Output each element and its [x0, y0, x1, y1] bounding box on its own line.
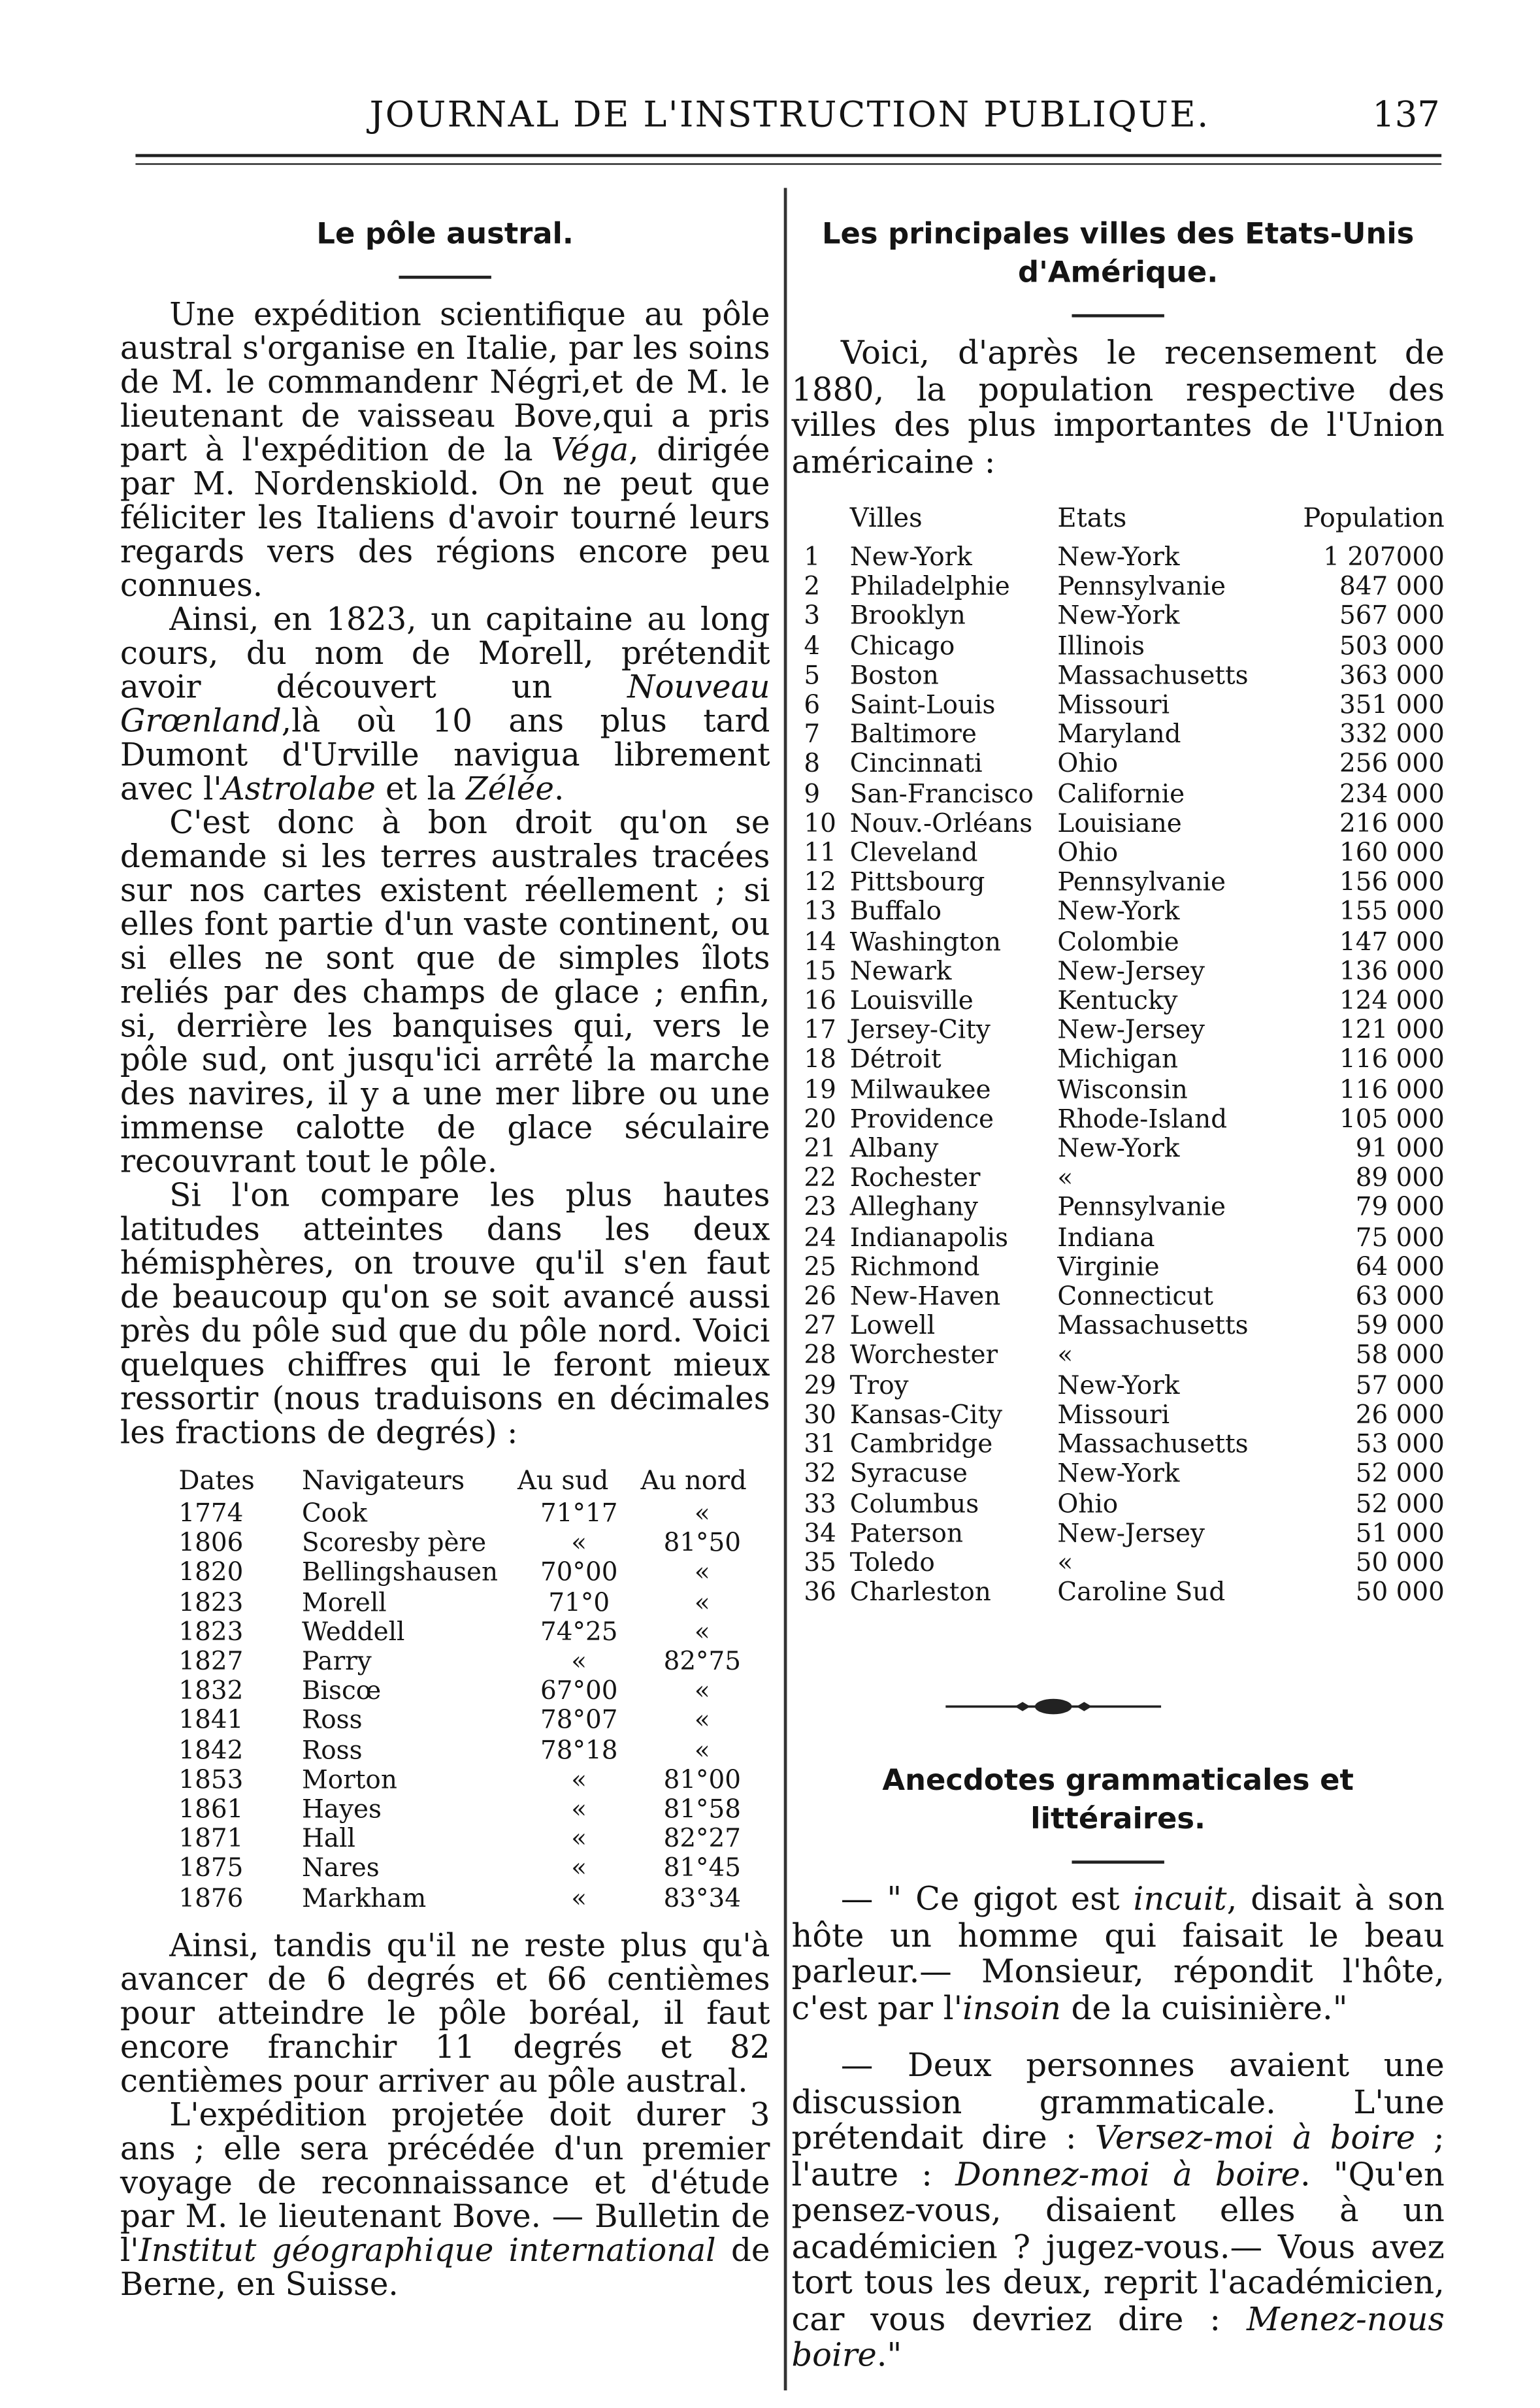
table-cell: 1871	[178, 1824, 244, 1854]
table-row	[804, 1341, 1445, 1370]
right-column	[791, 216, 1444, 2375]
table-cell: New-York	[1057, 1133, 1180, 1163]
table-cell: «	[694, 1617, 710, 1647]
table-cell: 1853	[178, 1764, 244, 1794]
table-cell: New-York	[849, 542, 972, 572]
table-cell: Chicago	[849, 631, 955, 661]
table-row	[178, 1883, 764, 1913]
article-title-villes: Les principales villes des Etats-Unis d'Amérique.	[822, 217, 1415, 290]
title-rule	[1072, 314, 1164, 318]
table-cell: Buffalo	[849, 897, 942, 927]
table-row	[804, 1518, 1445, 1547]
table-row	[178, 1794, 764, 1824]
table-cell: 1842	[178, 1735, 244, 1765]
table-cell: 11	[804, 838, 836, 868]
table-cell: Albany	[849, 1133, 939, 1163]
table-cell: Ohio	[1057, 838, 1119, 868]
table-cell: New-York	[1057, 1459, 1180, 1489]
table-cell: «	[694, 1498, 710, 1528]
table-row	[804, 1163, 1445, 1193]
table-cell: «	[694, 1557, 710, 1587]
table-cell: 58 000	[1355, 1340, 1445, 1370]
table-row	[804, 1400, 1445, 1429]
table-cell: 63 000	[1355, 1281, 1445, 1311]
table-cell: 35	[804, 1547, 836, 1577]
table-row	[178, 1765, 764, 1794]
article-title-pole-austral: Le pôle austral.	[316, 217, 574, 252]
table-cell: 332 000	[1339, 719, 1445, 750]
table-cell: Toledo	[849, 1547, 935, 1577]
table-row	[804, 927, 1445, 956]
table-row	[804, 631, 1445, 660]
table-cell: «	[571, 1883, 587, 1913]
table-cell: Cleveland	[849, 838, 978, 868]
table-cell: Philadelphie	[849, 571, 1010, 601]
table-cell: Cook	[301, 1498, 368, 1528]
table-cell: 503 000	[1339, 631, 1445, 661]
table-row	[804, 1015, 1445, 1045]
cities-table	[804, 496, 1445, 1607]
table-cell: 81°00	[663, 1764, 742, 1794]
table-cell: Louisiane	[1057, 808, 1182, 838]
paragraph: C'est donc à bon droit qu'on se demande si les terres australes tracées sur nos cartes existent réellement ; si elles font partie d'un vaste continent, ou si elles ne sont que de simples îlots reliés par des champs de glace ; enfin, si, derrière les banquises qui, vers le pôle sud, ont jusqu'ici arrêté la marche des navires, il y a une mer libre ou une immense calotte de glace séculaire recouvrant tout le pôle.	[120, 804, 770, 1180]
table-header-row	[178, 1465, 764, 1499]
table-cell: New-York	[1057, 1370, 1180, 1400]
table-cell: Ross	[301, 1706, 363, 1735]
column-header: Dates	[178, 1466, 255, 1498]
table-cell: 26	[804, 1281, 836, 1311]
table-cell: 31	[804, 1429, 836, 1459]
table-row	[178, 1676, 764, 1706]
table-cell: Détroit	[849, 1045, 942, 1074]
table-cell: 1875	[178, 1853, 244, 1883]
table-cell: 36	[804, 1577, 836, 1607]
table-cell: Charleston	[849, 1577, 991, 1607]
table-cell: 8	[804, 749, 821, 779]
table-cell: 18	[804, 1045, 836, 1074]
table-row	[804, 1045, 1445, 1074]
table-cell: 147 000	[1339, 927, 1445, 956]
table-cell: «	[571, 1646, 587, 1676]
table-cell: 105 000	[1339, 1104, 1445, 1134]
table-cell: Boston	[849, 660, 939, 690]
table-cell: «	[571, 1528, 587, 1558]
table-cell: 83°34	[663, 1883, 742, 1913]
table-cell: 1827	[178, 1646, 244, 1676]
table-cell: Pittsbourg	[849, 867, 985, 897]
table-row	[178, 1617, 764, 1646]
table-cell: 52 000	[1355, 1489, 1445, 1518]
table-cell: Caroline Sud	[1057, 1577, 1226, 1607]
paragraph: L'expédition projetée doit durer 3 ans ; elle sera précédée d'un premier voyage de reconnaissance et d'étude par M. le lieutenant Bove. — Bulletin de l'Institut géographique international de Berne, en Suisse.	[120, 2096, 770, 2303]
table-cell: 19	[804, 1074, 836, 1104]
table-row	[804, 1104, 1445, 1134]
table-cell: 29	[804, 1370, 836, 1400]
table-row	[804, 779, 1445, 808]
table-cell: 567 000	[1339, 601, 1445, 631]
table-cell: Connecticut	[1057, 1281, 1214, 1311]
table-row	[804, 1430, 1445, 1459]
table-row	[804, 661, 1445, 690]
table-cell: Pennsylvanie	[1057, 571, 1226, 601]
table-cell: Newark	[849, 956, 952, 986]
table-cell: «	[571, 1824, 587, 1854]
table-cell: Cambridge	[849, 1429, 993, 1459]
table-cell: Brooklyn	[849, 601, 966, 631]
table-cell: Saint-Louis	[849, 689, 996, 719]
table-row	[804, 1223, 1445, 1252]
navigators-table-body	[178, 1498, 764, 1913]
table-cell: 1823	[178, 1617, 244, 1647]
table-cell: «	[694, 1675, 710, 1706]
paragraph: Ainsi, en 1823, un capitaine au long cours, du nom de Morell, prétendit avoir découvert un Nouveau Grœnland,là où 10 ans plus tard Dumont d'Urville navigua librement avec l'Astrolabe et la Zélée.	[120, 601, 770, 808]
table-cell: Colombie	[1057, 927, 1179, 956]
table-cell: 10	[804, 808, 836, 838]
table-cell: Illinois	[1057, 631, 1145, 661]
table-row	[804, 1370, 1445, 1400]
table-row	[804, 1252, 1445, 1281]
table-cell: 91 000	[1355, 1133, 1445, 1163]
table-cell: Nouv.-Orléans	[849, 808, 1033, 838]
table-cell: Indianapolis	[849, 1222, 1009, 1252]
table-cell: Missouri	[1057, 689, 1170, 719]
table-row	[804, 601, 1445, 631]
table-cell: Morton	[301, 1764, 397, 1794]
table-cell: 34	[804, 1518, 836, 1548]
cities-table-body	[804, 542, 1445, 1607]
table-cell: 1 207000	[1323, 542, 1445, 572]
table-cell: Virginie	[1057, 1251, 1160, 1281]
column-divider	[784, 188, 787, 2391]
table-row	[804, 572, 1445, 601]
table-cell: 256 000	[1339, 749, 1445, 779]
table-cell: 7	[804, 719, 821, 750]
table-cell: Missouri	[1057, 1400, 1170, 1430]
table-cell: 51 000	[1355, 1518, 1445, 1548]
title-rule	[399, 276, 491, 279]
table-cell: 351 000	[1339, 689, 1445, 719]
table-cell: 20	[804, 1104, 836, 1134]
table-cell: 121 000	[1339, 1015, 1445, 1045]
table-cell: New-Haven	[849, 1281, 1001, 1311]
table-cell: New-Jersey	[1057, 1518, 1205, 1548]
table-row	[804, 1489, 1445, 1518]
table-row	[804, 690, 1445, 719]
table-cell: 124 000	[1339, 985, 1445, 1015]
table-cell: Biscœ	[301, 1675, 382, 1706]
table-cell: Wisconsin	[1057, 1074, 1188, 1104]
navigators-table	[178, 1465, 764, 1913]
table-cell: New-Jersey	[1057, 956, 1205, 986]
table-cell: 33	[804, 1489, 836, 1518]
paragraph: Une expédition scientifique au pôle austral s'organise en Italie, par les soins de M. le commandenr Négri,et de M. le lieutenant de vaisseau Bove,qui a pris part à l'expédition de la Véga, dirigée par M. Nordenskiold. On ne peut que féliciter les Italiens d'avoir tourné leurs regards vers des régions encore peu connues.	[120, 295, 770, 604]
table-cell: Providence	[849, 1104, 994, 1134]
table-cell: 16	[804, 985, 836, 1015]
table-cell: Weddell	[301, 1617, 405, 1647]
table-cell: «	[1057, 1547, 1073, 1577]
table-cell: 363 000	[1339, 660, 1445, 690]
table-cell: 30	[804, 1400, 836, 1430]
table-cell: 52 000	[1355, 1459, 1445, 1489]
table-cell: Rhode-Island	[1057, 1104, 1228, 1134]
table-cell: Michigan	[1057, 1045, 1179, 1074]
table-row	[178, 1528, 764, 1558]
article-title-anecdotes: Anecdotes grammaticales et littéraires.	[882, 1764, 1354, 1837]
table-cell: Rochester	[849, 1163, 981, 1193]
table-cell: 71°0	[548, 1587, 610, 1617]
left-column	[120, 216, 770, 2301]
paragraph: Si l'on compare les plus hautes latitudes atteintes dans les deux hémisphères, on trouve qu'il s'en faut de beaucoup qu'on se soit avancé aussi près du pôle sud que du pôle nord. Voici quelques chiffres qui le feront mieux ressortir (nous traduisons en décimales les fractions de degrés) :	[120, 1176, 770, 1451]
table-row	[804, 808, 1445, 838]
paragraph: — Deux personnes avaient une discussion grammaticale. L'une prétendait dire : Versez-moi à boire ; l'autre : Donnez-moi à boire. "Qu'en pensez-vous, disaient elles à un académicien ? jugez-vous.— Vous avez tort tous les deux, reprit l'académicien, car vous devriez dire : Menez-nous boire."	[791, 2047, 1445, 2374]
table-cell: Paterson	[849, 1518, 964, 1548]
table-row	[804, 868, 1445, 897]
table-cell: Massachusetts	[1057, 1429, 1249, 1459]
table-cell: 15	[804, 956, 836, 986]
table-cell: 847 000	[1339, 571, 1445, 601]
table-row	[178, 1587, 764, 1617]
table-cell: Ross	[301, 1735, 363, 1765]
table-cell: «	[694, 1735, 710, 1765]
table-cell: Columbus	[849, 1489, 979, 1518]
table-cell: Washington	[849, 927, 1002, 956]
table-cell: 14	[804, 927, 836, 956]
table-cell: 1	[804, 542, 821, 572]
table-cell: 64 000	[1355, 1251, 1445, 1281]
table-cell: 82°27	[663, 1824, 742, 1854]
table-cell: 160 000	[1339, 838, 1445, 868]
table-cell: New-York	[1057, 601, 1180, 631]
table-cell: 9	[804, 778, 821, 808]
table-cell: 70°00	[540, 1557, 618, 1587]
table-cell: Massachusetts	[1057, 660, 1249, 690]
table-cell: 57 000	[1355, 1370, 1445, 1400]
table-cell: New-Jersey	[1057, 1015, 1205, 1045]
table-cell: Richmond	[849, 1251, 980, 1281]
column-header: Villes	[849, 503, 923, 535]
paragraph: Voici, d'après le recensement de 1880, la population respective des villes des plus importantes de l'Union américaine :	[791, 334, 1445, 480]
table-cell: Californie	[1057, 778, 1185, 808]
table-cell: Troy	[849, 1370, 909, 1400]
table-cell: Alleghany	[849, 1193, 978, 1223]
table-cell: Cincinnati	[849, 749, 983, 779]
table-cell: Kansas-City	[849, 1400, 1003, 1430]
table-row	[804, 542, 1445, 572]
table-row	[804, 1074, 1445, 1104]
table-cell: 24	[804, 1222, 836, 1252]
table-cell: 23	[804, 1193, 836, 1223]
table-cell: 50 000	[1355, 1577, 1445, 1607]
page-header	[139, 95, 1440, 142]
table-cell: «	[571, 1853, 587, 1883]
column-header: Navigateurs	[301, 1466, 465, 1498]
table-cell: 27	[804, 1311, 836, 1341]
table-cell: 25	[804, 1251, 836, 1281]
table-cell: 81°50	[663, 1528, 742, 1558]
table-cell: Hall	[301, 1824, 355, 1854]
table-cell: 234 000	[1339, 778, 1445, 808]
table-row	[804, 719, 1445, 749]
table-cell: 13	[804, 897, 836, 927]
table-cell: 53 000	[1355, 1429, 1445, 1459]
table-cell: 78°07	[540, 1706, 618, 1735]
table-cell: Ohio	[1057, 1489, 1119, 1518]
table-cell: New-York	[1057, 897, 1180, 927]
table-cell: 6	[804, 689, 821, 719]
table-cell: Scoresby père	[301, 1528, 487, 1558]
table-cell: 1832	[178, 1675, 244, 1706]
table-cell: 81°58	[663, 1794, 742, 1824]
table-cell: «	[1057, 1340, 1073, 1370]
table-cell: 67°00	[540, 1675, 618, 1706]
table-cell: 5	[804, 660, 821, 690]
table-row	[804, 1193, 1445, 1222]
table-cell: «	[571, 1794, 587, 1824]
table-cell: 155 000	[1339, 897, 1445, 927]
table-row	[178, 1854, 764, 1883]
table-cell: Kentucky	[1057, 985, 1178, 1015]
table-cell: «	[694, 1587, 710, 1617]
table-cell: Ohio	[1057, 749, 1119, 779]
table-cell: Indiana	[1057, 1222, 1155, 1252]
table-row	[804, 1459, 1445, 1489]
table-cell: 17	[804, 1015, 836, 1045]
table-cell: 136 000	[1339, 956, 1445, 986]
table-cell: Jersey-City	[849, 1015, 991, 1045]
paragraph: — " Ce gigot est incuit, disait à son hôte un homme qui faisait le beau parleur.— Monsieur, répondit l'hôte, c'est par l'insoin de la cuisinière."	[791, 1881, 1445, 2027]
table-cell: 50 000	[1355, 1547, 1445, 1577]
table-row	[804, 897, 1445, 927]
column-header: Population	[1303, 503, 1445, 535]
table-cell: 22	[804, 1163, 836, 1193]
table-row	[804, 956, 1445, 985]
table-cell: Massachusetts	[1057, 1311, 1249, 1341]
table-cell: Baltimore	[849, 719, 977, 750]
table-cell: Markham	[301, 1883, 427, 1913]
table-cell: New-York	[1057, 542, 1180, 572]
table-cell: 81°45	[663, 1853, 742, 1883]
ornament-divider	[945, 1692, 1161, 1723]
table-cell: 2	[804, 571, 821, 601]
table-cell: Pennsylvanie	[1057, 867, 1226, 897]
table-cell: «	[571, 1764, 587, 1794]
table-cell: 3	[804, 601, 821, 631]
column-header: Au sud	[517, 1466, 609, 1498]
table-row	[804, 986, 1445, 1015]
table-cell: 4	[804, 631, 821, 661]
table-cell: 12	[804, 867, 836, 897]
table-cell: Lowell	[849, 1311, 936, 1341]
table-header-row	[804, 496, 1445, 542]
table-cell: 78°18	[540, 1735, 618, 1765]
column-header: Au nord	[640, 1466, 747, 1498]
table-cell: 1820	[178, 1557, 244, 1587]
table-row	[804, 749, 1445, 778]
table-cell: 1823	[178, 1587, 244, 1617]
table-cell: Parry	[301, 1646, 372, 1676]
table-cell: 1861	[178, 1794, 244, 1824]
table-cell: Hayes	[301, 1794, 382, 1824]
table-cell: 21	[804, 1133, 836, 1163]
table-cell: 116 000	[1339, 1074, 1445, 1104]
table-cell: «	[1057, 1163, 1073, 1193]
table-cell: 79 000	[1355, 1193, 1445, 1223]
page-number: 137	[1372, 95, 1440, 136]
table-cell: «	[694, 1706, 710, 1735]
table-cell: Syracuse	[849, 1459, 968, 1489]
table-cell: Maryland	[1057, 719, 1181, 750]
table-row	[804, 1134, 1445, 1163]
title-rule	[1072, 1861, 1164, 1864]
table-cell: 28	[804, 1340, 836, 1370]
table-cell: 71°17	[540, 1498, 618, 1528]
table-cell: 1876	[178, 1883, 244, 1913]
table-row	[178, 1498, 764, 1528]
table-row	[178, 1647, 764, 1676]
table-cell: 75 000	[1355, 1222, 1445, 1252]
table-row	[804, 1548, 1445, 1577]
table-cell: 32	[804, 1459, 836, 1489]
table-cell: 26 000	[1355, 1400, 1445, 1430]
column-header	[804, 496, 849, 542]
table-row	[804, 1311, 1445, 1340]
table-cell: 74°25	[540, 1617, 618, 1647]
table-cell: 1841	[178, 1706, 244, 1735]
table-row	[804, 1577, 1445, 1607]
table-cell: 1774	[178, 1498, 244, 1528]
table-cell: Louisville	[849, 985, 974, 1015]
table-cell: Worchester	[849, 1340, 998, 1370]
table-cell: 156 000	[1339, 867, 1445, 897]
table-cell: San-Francisco	[849, 778, 1034, 808]
table-row	[178, 1735, 764, 1764]
table-cell: Morell	[301, 1587, 387, 1617]
table-cell: 216 000	[1339, 808, 1445, 838]
table-row	[178, 1706, 764, 1735]
paragraph: Ainsi, tandis qu'il ne reste plus qu'à avancer de 6 degrés et 66 centièmes pour atteindre le pôle boréal, il faut encore franchir 11 degrés et 82 centièmes pour arriver au pôle austral.	[120, 1926, 770, 2100]
column-header: Etats	[1057, 503, 1127, 535]
table-cell: 1806	[178, 1528, 244, 1558]
table-cell: 116 000	[1339, 1045, 1445, 1074]
table-row	[178, 1824, 764, 1853]
table-cell: Pennsylvanie	[1057, 1193, 1226, 1223]
table-cell: Nares	[301, 1853, 380, 1883]
table-row	[804, 838, 1445, 867]
table-row	[804, 1281, 1445, 1311]
table-cell: Milwaukee	[849, 1074, 991, 1104]
header-rule	[135, 154, 1441, 165]
running-title: JOURNAL DE L'INSTRUCTION PUBLIQUE.	[369, 95, 1210, 136]
table-cell: 89 000	[1355, 1163, 1445, 1193]
table-cell: Bellingshausen	[301, 1557, 499, 1587]
table-row	[178, 1558, 764, 1587]
table-cell: 59 000	[1355, 1311, 1445, 1341]
table-cell: 82°75	[663, 1646, 742, 1676]
